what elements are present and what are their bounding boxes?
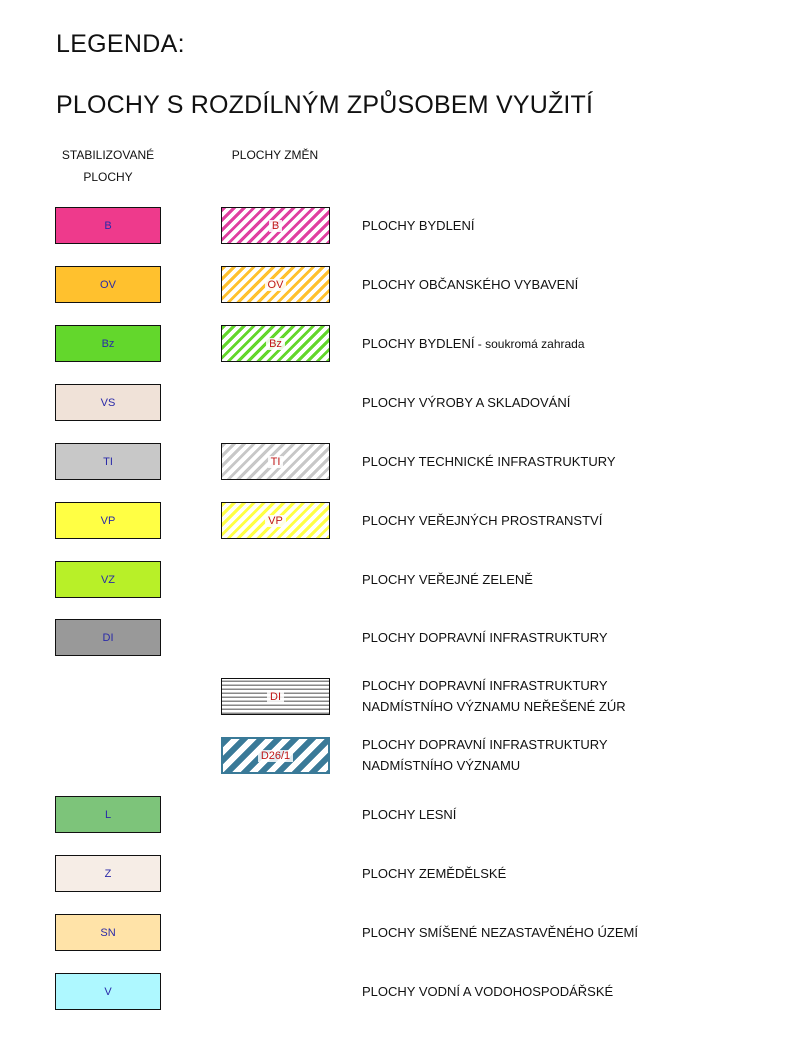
legend-description-line1: [362, 675, 626, 696]
stabilized-swatch: [55, 325, 161, 362]
legend-description: [362, 215, 474, 236]
legend-description: [362, 675, 626, 717]
legend-description-line1: [362, 392, 570, 413]
legend-description-line2: NADMÍSTNÍHO VÝZNAMU NEŘEŠENÉ ZÚR: [362, 699, 626, 714]
legend-description-text: PLOCHY OBČANSKÉHO VYBAVENÍ: [362, 277, 579, 292]
change-swatch: [221, 737, 330, 774]
legend-description-text: PLOCHY VÝROBY A SKLADOVÁNÍ: [362, 395, 571, 410]
legend-description: [362, 804, 456, 825]
stabilized-swatch-code: Z: [104, 867, 112, 880]
legend-description-line1: [362, 627, 608, 648]
legend-description-line1: [362, 863, 506, 884]
stabilized-swatch-code: Bz: [101, 337, 115, 350]
change-swatch-code: OV: [265, 279, 287, 291]
legend-description-line1: [362, 804, 456, 825]
legend-description-line2: NADMÍSTNÍHO VÝZNAMU: [362, 758, 521, 773]
stabilized-swatch-code: SN: [100, 926, 116, 939]
change-swatch-code: TI: [268, 456, 284, 468]
stabilized-swatch: [55, 973, 161, 1010]
column-header-changes: PLOCHY ZMĚN: [231, 148, 319, 162]
legend-subtitle: PLOCHY S ROZDÍLNÝM ZPŮSOBEM VYUŽITÍ: [56, 91, 594, 119]
stabilized-swatch-code: DI: [102, 631, 114, 644]
legend-description-text: PLOCHY LESNÍ: [362, 807, 457, 822]
column-header-stabilized-line2: PLOCHY: [83, 170, 133, 184]
legend-description-text: PLOCHY DOPRAVNÍ INFRASTRUKTURY: [362, 630, 608, 645]
legend-description-suffix: - soukromá zahrada: [474, 337, 585, 351]
legend-description: [362, 451, 616, 472]
stabilized-swatch-code: VP: [100, 514, 116, 527]
change-swatch-code: VP: [265, 515, 286, 527]
legend-description: [362, 333, 585, 355]
legend-description-text: PLOCHY VEŘEJNÝCH PROSTRANSTVÍ: [362, 513, 603, 528]
legend-description-text: PLOCHY DOPRAVNÍ INFRASTRUKTURY: [362, 678, 608, 693]
stabilized-swatch-code: V: [104, 985, 112, 998]
legend-description-text: PLOCHY VEŘEJNÉ ZELENĚ: [362, 572, 533, 587]
change-swatch: [221, 207, 330, 244]
change-swatch-code: Bz: [266, 338, 285, 350]
legend-description: [362, 392, 570, 413]
stabilized-swatch: [55, 207, 161, 244]
legend-description-text: PLOCHY SMÍŠENÉ NEZASTAVĚNÉHO ÚZEMÍ: [362, 925, 638, 940]
stabilized-swatch-code: B: [104, 219, 112, 232]
stabilized-swatch: [55, 384, 161, 421]
legend-description-text: PLOCHY DOPRAVNÍ INFRASTRUKTURY: [362, 737, 608, 752]
legend-description-text: PLOCHY BYDLENÍ: [362, 218, 475, 233]
change-swatch-code: B: [269, 220, 282, 232]
legend-description-line1: [362, 215, 474, 236]
legend-description: [362, 863, 506, 884]
legend-description-text: PLOCHY ZEMĚDĚLSKÉ: [362, 866, 507, 881]
legend-description-text: PLOCHY BYDLENÍ: [362, 336, 475, 351]
column-header-stabilized-line1: STABILIZOVANÉ: [61, 148, 155, 162]
stabilized-swatch: [55, 619, 161, 656]
legend-description: [362, 981, 613, 1002]
legend-description-line1: [362, 569, 533, 590]
stabilized-swatch: [55, 266, 161, 303]
legend-description-text: PLOCHY TECHNICKÉ INFRASTRUKTURY: [362, 454, 616, 469]
legend-description-line1: [362, 981, 613, 1002]
stabilized-swatch: [55, 796, 161, 833]
legend-description: [362, 922, 638, 943]
legend-description: [362, 274, 578, 295]
stabilized-swatch-code: VS: [100, 396, 116, 409]
legend-description: [362, 510, 602, 531]
legend-title: LEGENDA:: [56, 30, 185, 58]
legend-description: [362, 627, 608, 648]
change-swatch: [221, 502, 330, 539]
change-swatch: [221, 678, 330, 715]
change-swatch: [221, 443, 330, 480]
change-swatch: [221, 325, 330, 362]
legend-description-line1: [362, 451, 616, 472]
stabilized-swatch: [55, 855, 161, 892]
stabilized-swatch-code: OV: [100, 278, 116, 291]
change-swatch-code: DI: [267, 691, 284, 703]
legend-description-text: PLOCHY VODNÍ A VODOHOSPODÁŘSKÉ: [362, 984, 614, 999]
stabilized-swatch-code: L: [104, 808, 112, 821]
stabilized-swatch: [55, 914, 161, 951]
legend-description-line1: [362, 922, 638, 943]
change-swatch-code: D26/1: [258, 750, 293, 762]
stabilized-swatch: [55, 561, 161, 598]
column-header-stabilized: [54, 144, 162, 188]
legend-description-line1: [362, 734, 608, 755]
legend-description: [362, 569, 533, 590]
legend-description: [362, 734, 608, 776]
stabilized-swatch: [55, 443, 161, 480]
change-swatch: [221, 266, 330, 303]
stabilized-swatch-code: TI: [103, 455, 113, 468]
legend-description-line1: [362, 333, 585, 355]
legend-description-line1: [362, 510, 602, 531]
stabilized-swatch: [55, 502, 161, 539]
stabilized-swatch-code: VZ: [100, 573, 116, 586]
legend-description-line1: [362, 274, 578, 295]
